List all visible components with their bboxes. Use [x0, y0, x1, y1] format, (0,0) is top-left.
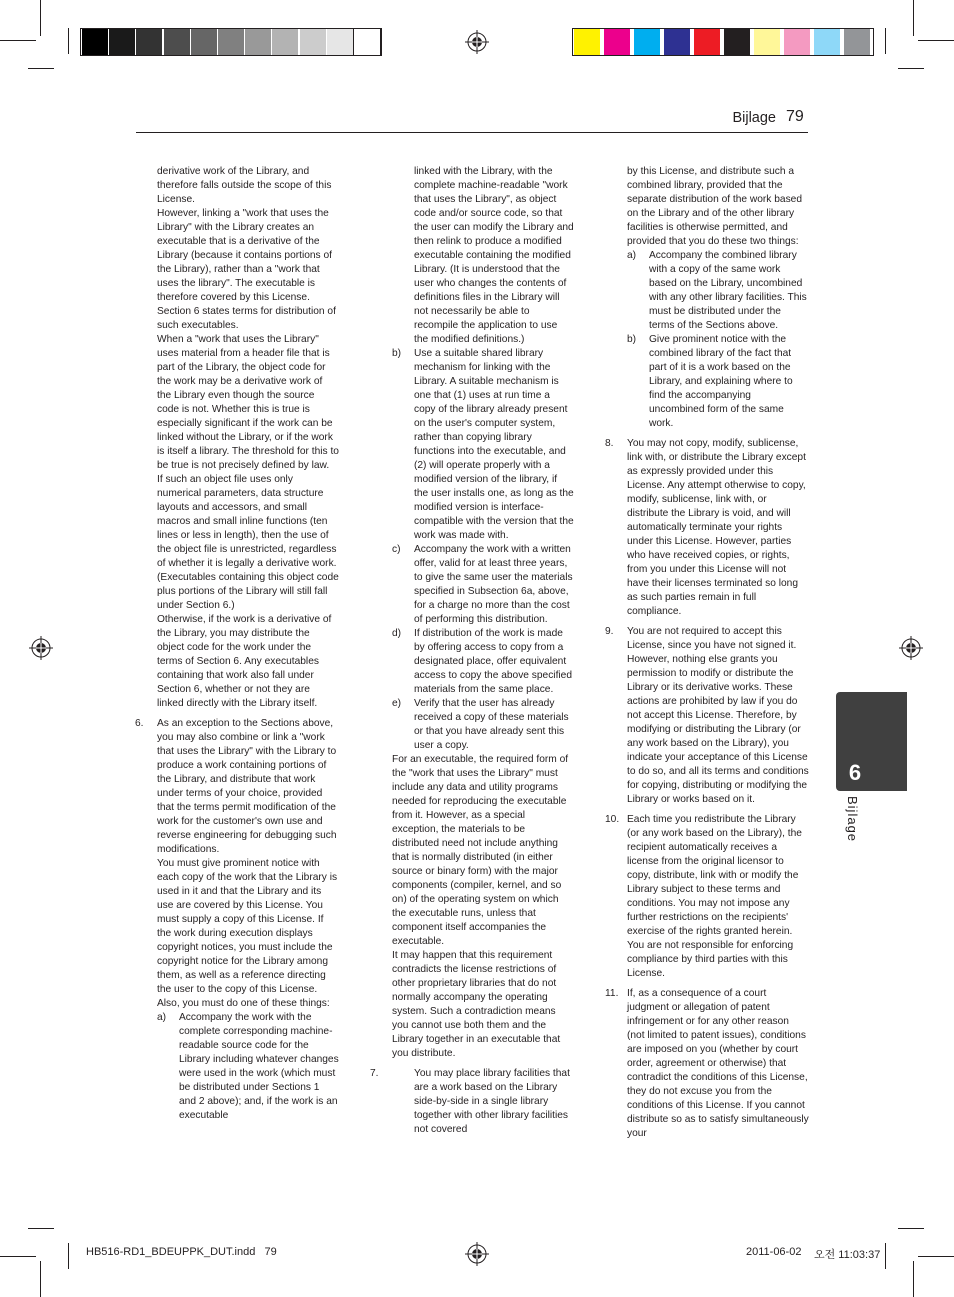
- chapter-number: 6: [848, 760, 862, 785]
- section-title: Bijlage: [732, 110, 776, 126]
- slug-time: 오전 11:03:37: [814, 1249, 881, 1261]
- paragraph: derivative work of the Library, and therefore falls outside the scope of this License.: [157, 166, 332, 205]
- chapter-label-wrap: [838, 796, 868, 856]
- paragraph: If distribution of the work is made by offering access to copy from a designated place, offer equivalent access to copy the above specified materials from the same place.: [414, 628, 573, 695]
- color-swatch: [694, 29, 720, 55]
- paragraph: by this License, and distribute such a combined library, provided that the separate distribution of the work based on the Library and of the other library facilities is otherwise permitted, and provided that you do these two things:: [627, 166, 802, 247]
- paragraph: Accompany the work with the complete corresponding machine-readable source code for the Library including whatever changes were used in the work (which must be distributed under Sections 1 and 2 above); and, if the work is an executable: [179, 1012, 339, 1121]
- list-marker: 9.: [605, 626, 614, 637]
- color-swatch: [164, 29, 190, 55]
- paragraph: You may not copy, modify, sublicense, link with, or distribute the Library except as expressly provided under this License. Any attempt otherwise to copy, modify, sublicense, link with, or distribute the Library is void, and will automatically terminate your rights under this License. However, parties who have received copies, or rights, from you under this License will not have their licenses terminated so long as such parties remain in full compliance.: [627, 438, 806, 617]
- color-swatch: [604, 29, 630, 55]
- list-marker: 6.: [135, 718, 144, 729]
- paragraph: You are not required to accept this License, since you have not signed it. However, nothing else grants you permission to modify or distribute the Library or its derivative works. These actions are prohibited by law if you do not accept this License. Therefore, by modifying or distributing the Library (or any work based on the Library), you indicate your acceptance of this License to do so, and all its terms and conditions for copying, distributing or modifying the Library or works based on it.: [627, 626, 809, 805]
- chapter-label: Bijlage: [845, 796, 860, 843]
- color-swatch: [191, 29, 217, 55]
- paragraph: It may happen that this requirement contradicts the license restrictions of other proprietary libraries that do not normally accompany the operating system. Such a contradiction means you cannot use both them and the Library together in an executable that you distribute.: [392, 950, 561, 1059]
- list-item-7: [370, 1067, 574, 1137]
- text-column-3: [605, 165, 809, 1141]
- list-marker: 10.: [605, 814, 620, 825]
- paragraph: Give prominent notice with the combined library of the fact that part of it is a work based on the Library, and explaining where to find the accompanying uncombined form of the same work.: [649, 334, 793, 429]
- sub-item-c: [392, 543, 574, 627]
- paragraph: As an exception to the Sections above, you may also combine or link a "work that uses the Library" with the Library to produce a work containing portions of the Library, and distribute that work under terms of your choice, provided that the terms permit modification of the work for the customer's own use and reverse engineering for debugging such modifications.: [157, 718, 337, 855]
- crop-mark: [885, 1243, 886, 1269]
- registration-mark-icon: [465, 30, 489, 54]
- text-column-2: [370, 165, 574, 1137]
- list-marker: c): [392, 544, 401, 555]
- sub-item-d: [392, 627, 574, 697]
- paragraph: Use a suitable shared library mechanism for linking with the Library. A suitable mechanism is one that (1) uses at run time a copy of the library already present on the user's computer system, rather than copying library functions into the executable, and (2) will operate properly with a modified version of the library, if the user installs one, as long as the modified version is interface-compatible with the version that the work was made with.: [414, 348, 574, 541]
- list-item-10: [605, 813, 809, 981]
- paragraph: linked with the Library, with the complete machine-readable "work that uses the Library", as object code and/or source code, so that the user can modify the Library and then relink to produce a modified executable containing the modified Library. (It is understood that the user who changes the contents of definitions files in the Library will not necessarily be able to recompile the application to use the modified definitions.): [414, 166, 574, 345]
- crop-mark: [68, 28, 69, 54]
- text-column-1: [135, 165, 339, 1123]
- paragraph: Each time you redistribute the Library (or any work based on the Library), the recipient automatically receives a license from the original licensor to copy, distribute, link with or modify the Library subject to these terms and conditions. You may not impose any further restrictions on the recipients' exercise of the rights granted herein. You are not responsible for enforcing compliance by third parties with this License.: [627, 814, 802, 979]
- paragraph: Accompany the combined library with a copy of the same work based on the Library, uncombined with any other library facilities. This must be distributed under the terms of the Sections above.: [649, 250, 807, 331]
- header-rule: [136, 132, 808, 133]
- crop-mark: [0, 1256, 36, 1257]
- list-marker: 8.: [605, 438, 614, 449]
- color-swatch: [814, 29, 840, 55]
- color-swatch: [574, 29, 600, 55]
- color-swatch: [218, 29, 244, 55]
- crop-mark: [885, 28, 886, 54]
- color-swatch: [634, 29, 660, 55]
- list-item-9: [605, 625, 809, 807]
- slug-filename: HB516-RD1_BDEUPPK_DUT.indd 79: [86, 1246, 277, 1258]
- list-marker: d): [392, 628, 402, 639]
- paragraph: If, as a consequence of a court judgment or allegation of patent infringement or for any other reason (not limited to patent issues), conditions are imposed on you (whether by court order, agreement or otherwise) that contradict the conditions of this License, they do not excuse you from the conditions of this License. If you cannot distribute so as to satisfy simultaneously your: [627, 988, 809, 1139]
- crop-mark: [898, 68, 924, 69]
- registration-mark-icon: [29, 636, 53, 660]
- sub-item-a: [627, 249, 809, 333]
- paragraph: When a "work that uses the Library" uses material from a header file that is part of the Library, the object code for the work may be a derivative work of the Library even though the source code is not. Whether this is true is especially significant if the work can be linked without the Library, or if the work is itself a library. The threshold for this to be true is not precisely defined by law.: [157, 334, 339, 471]
- page-number: 79: [786, 108, 804, 125]
- crop-mark: [40, 0, 41, 36]
- paragraph: You may place library facilities that are a work based on the Library side-by-side in a single library together with other library facilities not covered: [414, 1068, 570, 1135]
- crop-mark: [898, 1228, 924, 1229]
- color-swatch: [664, 29, 690, 55]
- registration-mark-icon: [899, 636, 923, 660]
- list-marker: 11.: [605, 988, 619, 999]
- crop-mark: [918, 1256, 954, 1257]
- color-swatch: [272, 29, 298, 55]
- color-swatch: [724, 29, 750, 55]
- paragraph: Otherwise, if the work is a derivative of the Library, you may distribute the object code for the work under the terms of Section 6. Any executables containing that work also fall under Section 6, whether or not they are linked directly with the Library itself.: [157, 614, 332, 709]
- color-swatch: [844, 29, 870, 55]
- paragraph: Accompany the work with a written offer, valid for at least three years, to give the same user the materials specified in Subsection 6a, above, for a charge no more than the cost of performing this distribution.: [414, 544, 573, 625]
- list-item-8: [605, 437, 809, 619]
- paragraph: You must give prominent notice with each copy of the work that the Library is used in it and that the Library and its use are covered by this License. You must supply a copy of this License. If the work during execution displays copyright notices, you must include the copyright notice for the Library among them, as well as a reference directing the user to the copy of this License. Also, you must do one of these things:: [157, 858, 338, 1009]
- crop-mark: [913, 1261, 914, 1297]
- crop-mark: [913, 0, 914, 36]
- crop-mark: [0, 40, 36, 41]
- registration-mark-icon: [465, 1242, 489, 1266]
- color-swatch: [784, 29, 810, 55]
- list-marker: e): [392, 698, 402, 709]
- paragraph: For an executable, the required form of the "work that uses the Library" must include any data and utility programs needed for reproducing the executable from it. However, as a special exception, the materials to be distributed need not include anything that is normally distributed (in either source or binary form) with the major components (compiler, kernel, and so on) of the operating system on which the executable runs, unless that component itself accompanies the executable.: [392, 754, 569, 947]
- sub-item-b: [627, 333, 809, 431]
- color-swatch: [136, 29, 162, 55]
- crop-mark: [918, 40, 954, 41]
- list-marker: b): [627, 334, 637, 345]
- color-swatch: [109, 29, 135, 55]
- paragraph: However, linking a "work that uses the Library" with the Library creates an executable that is a derivative of the Library (because it contains portions of the Library), rather than a "work that uses the library". The executable is therefore covered by this License. Section 6 states terms for distribution of such executables.: [157, 208, 336, 331]
- color-swatch: [82, 29, 108, 55]
- sub-item-b: [392, 347, 574, 543]
- crop-mark: [28, 1228, 54, 1229]
- list-marker: a): [627, 250, 637, 261]
- color-swatch: [245, 29, 271, 55]
- color-swatch: [300, 29, 326, 55]
- list-marker: b): [392, 348, 402, 359]
- list-marker: a): [157, 1012, 167, 1023]
- paragraph: Verify that the user has already received a copy of these materials or that you have already sent this user a copy.: [414, 698, 569, 751]
- color-swatch: [754, 29, 780, 55]
- color-swatch: [354, 29, 380, 55]
- crop-mark: [40, 1261, 41, 1297]
- crop-mark: [68, 1243, 69, 1269]
- sub-item-a: [157, 1011, 339, 1123]
- crop-mark: [28, 68, 54, 69]
- sub-item-e: [392, 697, 574, 753]
- slug-date: 2011-06-02: [746, 1246, 802, 1258]
- list-item-11: [605, 987, 809, 1141]
- paragraph: If such an object file uses only numerical parameters, data structure layouts and accessors, and small macros and small inline functions (ten lines or less in length), then the use of the object file is unrestricted, regardless of whether it is legally a derivative work. (Executables containing this object code plus portions of the Library will still fall under Section 6.): [157, 474, 339, 611]
- list-marker: 7.: [370, 1068, 379, 1079]
- color-swatch: [327, 29, 353, 55]
- list-item-6: [135, 717, 339, 1123]
